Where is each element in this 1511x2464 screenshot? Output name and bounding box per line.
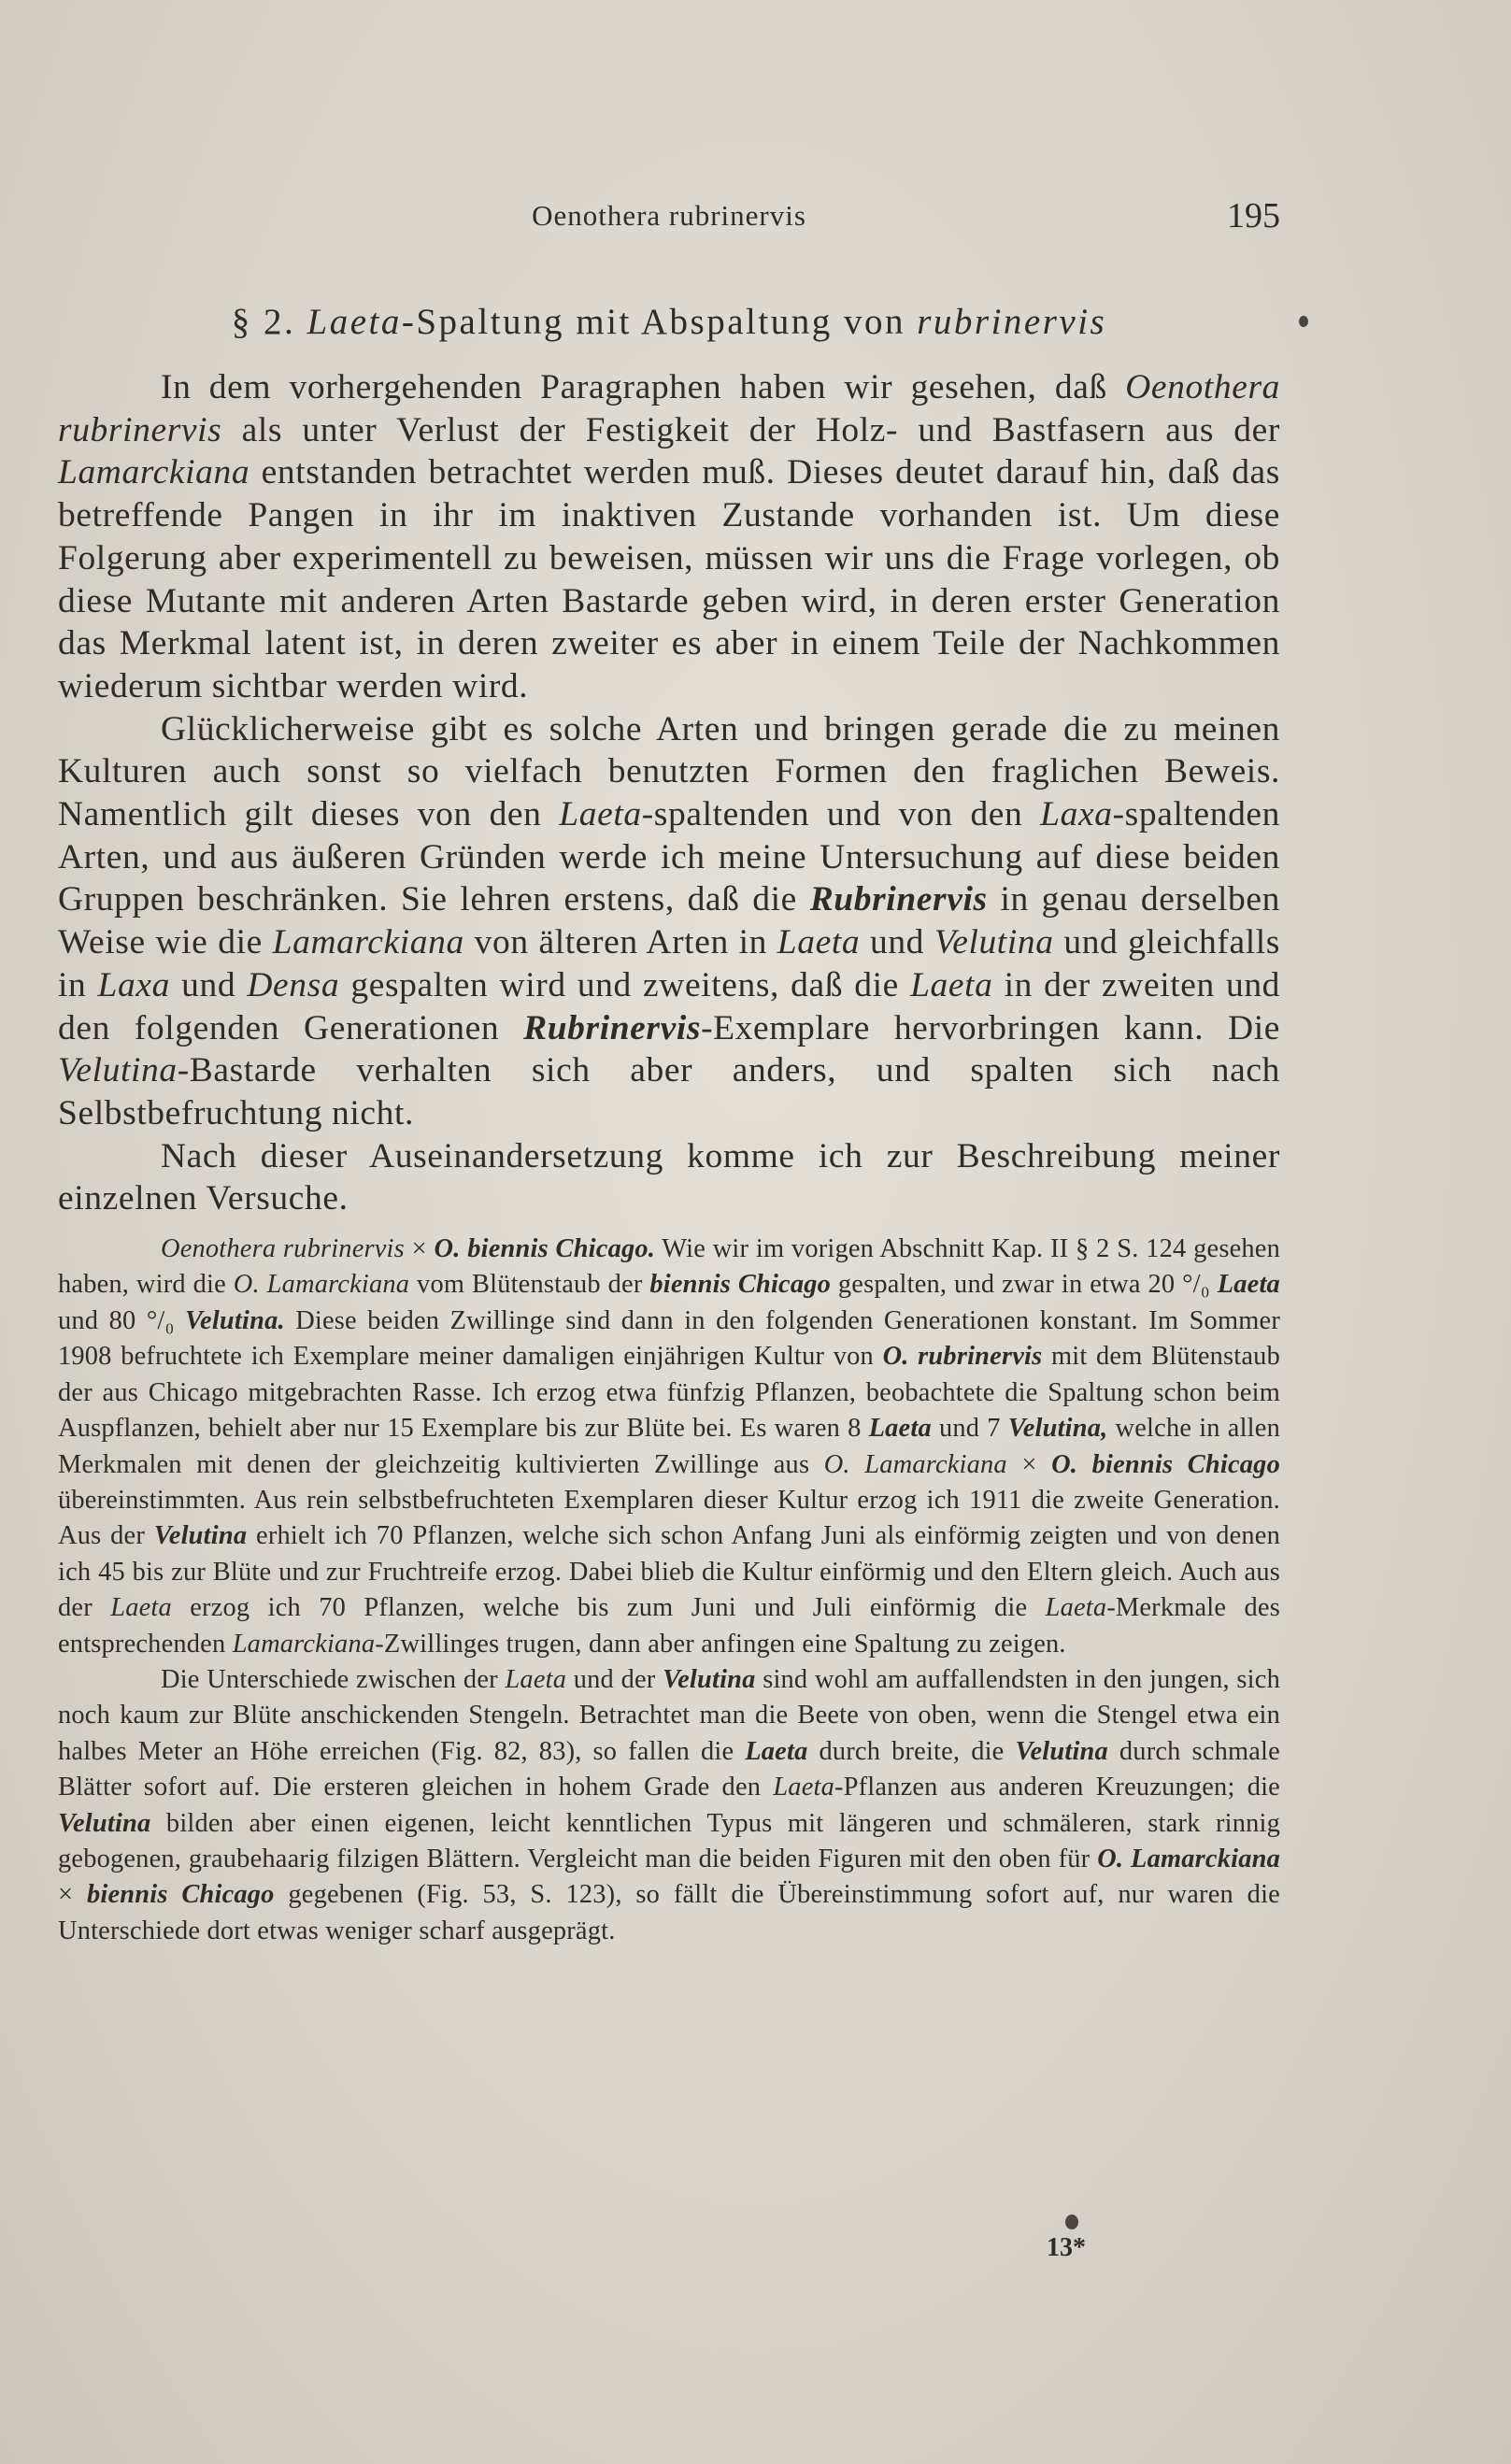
p4-text-9: übereinstimmten. Aus rein selbstbefruchteten Exemplaren dieser Kultur erzog ich 1911 die zweite Generation. Aus der — [58, 1485, 1280, 1551]
p4-italic-11: O. biennis Chicago — [1051, 1449, 1280, 1479]
heading-italic-laeta: Laeta — [306, 302, 402, 342]
p4-text-2: vom Blütenstaub der — [417, 1270, 643, 1300]
p4-text-13: -Zwillinges trugen, dann aber anfingen eine Spaltung zu zeigen. — [375, 1629, 1066, 1659]
paragraph-1 — [58, 366, 1280, 708]
heading-italic-rubrinervis: rubrinervis — [917, 302, 1107, 342]
p2-text-10: in der zweiten und den folgenden Generationen — [58, 965, 1281, 1047]
p5-italic-3: Laeta — [745, 1736, 808, 1766]
p5-italic-5: Laeta — [773, 1773, 834, 1802]
p4-text-12: -Merkmale des entsprechenden — [58, 1593, 1280, 1659]
p2-bold-italic-2: Rubrinervis — [523, 1008, 702, 1047]
section-heading — [58, 297, 1280, 348]
p5-text-6: -Pflanzen aus anderen Kreuzungen; die — [834, 1773, 1280, 1802]
p2-italic-1: Laeta — [559, 795, 642, 834]
p4-italic-13: Laeta — [110, 1593, 172, 1623]
paragraph-4 — [58, 1232, 1280, 1662]
p5-italic-8: biennis Chicago — [87, 1880, 275, 1910]
p4-italic-6: Velutina. — [185, 1305, 285, 1335]
p4-text-11: erzog ich 70 Pflanzen, welche bis zum Juni und Juli einförmig die — [190, 1593, 1028, 1623]
p4-italic-5: Laeta — [1217, 1270, 1280, 1300]
ink-speck — [1299, 316, 1308, 327]
cross-symbol: × — [411, 1234, 427, 1264]
p2-text-4: in genau derselben Weise wie die — [58, 880, 1280, 962]
p4-italic-8: Laeta — [868, 1414, 932, 1444]
p2-italic-3: Lamarckiana — [272, 923, 464, 962]
p5-italic-6: Velutina — [58, 1808, 151, 1838]
p2-italic-5: Velutina — [934, 923, 1054, 962]
page-number: 195 — [1227, 196, 1280, 235]
section-number: § 2. — [231, 302, 296, 342]
p1-text-1: In dem vorhergehenden Paragraphen haben wir gesehen, daß — [161, 368, 1107, 406]
main-text — [58, 297, 1280, 1949]
p4-text-5: Diese beiden Zwillinge sind dann in den folgenden Generationen konstant. Im Sommer 1908 befruchtete ich Exemplare meiner damaligen einjährigen Kultur von — [58, 1305, 1280, 1372]
p5-italic-4: Velutina — [1015, 1736, 1108, 1766]
p4-italic-3: O. Lamarckiana — [233, 1270, 410, 1300]
cross-symbol: × — [58, 1880, 74, 1910]
p2-italic-9: Velutina — [58, 1051, 178, 1090]
p5-text-2: und der — [573, 1664, 656, 1694]
p2-text-7: und gleichfalls in — [58, 923, 1280, 1004]
p2-italic-6: Laxa — [97, 965, 170, 1004]
p1-italic-1: Oenothera rubrinervis — [58, 368, 1280, 449]
p4-italic-7: O. rubrinervis — [882, 1342, 1043, 1372]
page-header — [58, 192, 1280, 248]
paragraph-2 — [58, 708, 1280, 1135]
p2-text-6: und — [869, 923, 925, 962]
p2-italic-8: Laeta — [910, 965, 993, 1004]
p4-text-7: und 7 — [938, 1414, 1001, 1444]
p2-text-9: gespalten wird und zweitens, daß die — [350, 965, 899, 1004]
running-title: Oenothera rubrinervis — [532, 199, 806, 232]
p2-text-12: -Bastarde verhalten sich aber anders, und spalten sich nach Selbstbefruchtung nicht. — [58, 1051, 1280, 1132]
p2-text-3: -spaltenden Arten, und aus äußeren Gründen werde ich meine Untersuchung auf diese beiden Gruppen beschränken. Sie lehren erstens, daß die — [58, 795, 1281, 919]
p4-text-1: Wie wir im vorigen Abschnitt Kap. II § 2 S. 124 gesehen haben, wird die — [58, 1234, 1280, 1300]
p1-italic-2: Lamarckiana — [58, 453, 250, 492]
p5-text-4: durch breite, die — [819, 1736, 1005, 1766]
p5-italic-7: O. Lamarckiana — [1097, 1844, 1280, 1873]
p2-text-1: Glücklicherweise gibt es solche Arten und bringen gerade die zu meinen Kulturen auch sonst so vielfach benutzten Formen den fraglichen Beweis. Namentlich gilt dieses von den — [58, 709, 1280, 834]
p1-text-2: als unter Verlust der Festigkeit der Holz- und Bastfasern aus der — [241, 410, 1280, 449]
p4-italic-14: Laeta — [1045, 1593, 1107, 1623]
p5-italic-1: Laeta — [505, 1664, 567, 1694]
p4-italic-1: Oenothera rubrinervis — [161, 1234, 405, 1264]
p5-text-8: gegebenen (Fig. 53, S. 123), so fällt die Übereinstimmung sofort auf, nur waren die Unterschiede dort etwas weniger scharf ausgeprägt. — [58, 1880, 1280, 1945]
p3-text-1: Nach dieser Auseinandersetzung komme ich zur Beschreibung meiner einzelnen Versuche. — [58, 1136, 1280, 1218]
ink-speck — [1065, 2215, 1078, 2229]
p4-text-8: welche in allen Merkmalen mit denen der gleichzeitig kultivierten Zwillinge aus — [58, 1414, 1280, 1479]
heading-text: -Spaltung mit Abspaltung von — [401, 302, 905, 342]
p5-text-1: Die Unterschiede zwischen der — [161, 1664, 498, 1694]
p2-italic-7: Densa — [247, 965, 340, 1004]
p2-text-5: von älteren Arten in — [474, 923, 767, 962]
p4-italic-10: O. Lamarckiana — [823, 1449, 1007, 1479]
p5-italic-2: Velutina — [663, 1664, 756, 1694]
p2-text-11: -Exemplare hervorbringen kann. Die — [701, 1008, 1280, 1047]
p4-italic-4: biennis Chicago — [649, 1270, 832, 1300]
p5-text-5: durch schmale Blätter sofort auf. Die ersteren gleichen in hohem Grade den — [58, 1736, 1280, 1802]
p5-text-7: bilden aber einen eigenen, leicht kenntlichen Typus mit längeren und schmäleren, stark rinnig gebogenen, graubehaarig filzigen Blättern. Vergleicht man die beiden Figuren mit den oben für — [58, 1808, 1280, 1873]
p4-text-10: erhielt ich 70 Pflanzen, welche sich schon Anfang Juni als einförmig zeigten und von denen ich 45 bis zur Blüte und zur Fruchtreife erzog. Dabei blieb die Kultur einförmig und den Eltern gleich. Auch aus der — [58, 1521, 1280, 1623]
cross-symbol: × — [1021, 1449, 1037, 1479]
p2-italic-2: Laxa — [1040, 795, 1113, 834]
p4-italic-9: Velutina, — [1007, 1414, 1108, 1444]
p2-italic-4: Laeta — [777, 923, 861, 962]
p2-text-8: und — [181, 965, 236, 1004]
p4-italic-15: Lamarckiana — [232, 1629, 376, 1659]
p4-italic-2: O. biennis Chicago. — [434, 1234, 656, 1264]
p5-text-3: sind wohl am auffallendsten in den jungen, sich noch kaum zur Blüte anschickenden Stengeln. Betrachtet man die Beete von oben, wenn die Stengel etwa ein halbes Meter an Höhe erreichen (Fig. 82, 83), so fallen die — [58, 1664, 1280, 1766]
p4-text-4: und 80 °/₀ — [58, 1305, 175, 1335]
p4-text-3: gespalten, und zwar in etwa 20 °/₀ — [837, 1270, 1210, 1300]
p4-italic-12: Velutina — [153, 1521, 248, 1551]
spacer — [58, 1220, 1280, 1232]
paragraph-5 — [58, 1662, 1280, 1949]
paragraph-3 — [58, 1135, 1280, 1220]
p2-text-2: -spaltenden und von den — [641, 795, 1023, 834]
signature-mark: 13* — [1047, 2233, 1086, 2262]
p4-text-6: mit dem Blütenstaub der aus Chicago mitgebrachten Rasse. Ich erzog etwa fünfzig Pflanzen, beobachtete die Spaltung schon beim Auspflanzen, behielt aber nur 15 Exemplare bis zur Blüte bei. Es waren 8 — [58, 1342, 1280, 1444]
p2-bold-italic-1: Rubrinervis — [809, 880, 988, 919]
p1-text-3: entstanden betrachtet werden muß. Dieses deutet darauf hin, daß das betreffende Pangen in ihr im inaktiven Zustande vorhanden ist. Um diese Folgerung aber experimentell zu beweisen, müssen wir uns die Frage vorlegen, ob diese Mutante mit anderen Arten Bastarde geben wird, in deren erster Generation das Merkmal latent ist, in deren zweiter es aber in einem Teile der Nachkommen wiederum sichtbar werden wird. — [58, 453, 1280, 705]
